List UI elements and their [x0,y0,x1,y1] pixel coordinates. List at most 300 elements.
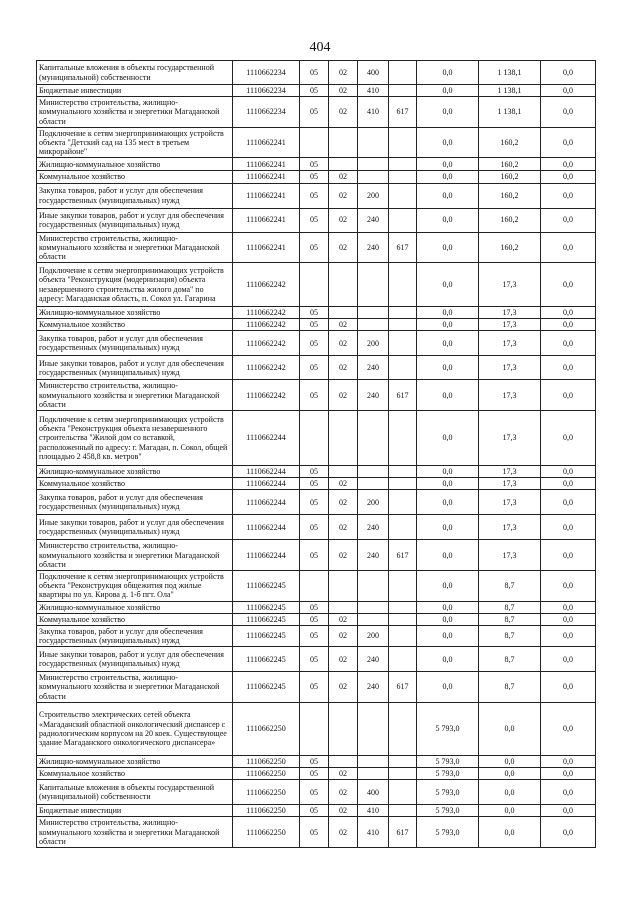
department-code-cell: 617 [389,232,417,263]
amount-col-3-cell: 0,0 [541,61,596,85]
target-code-cell: 1110662245 [233,570,300,601]
section-code-cell: 05 [300,780,329,805]
subsection-code-cell: 02 [329,805,358,817]
subsection-code-cell: 02 [329,331,358,356]
item-name-cell: Коммунальное хозяйство [37,613,233,625]
section-code-cell: 05 [300,208,329,232]
amount-col-1-cell: 5 793,0 [417,768,479,780]
department-code-cell: 617 [389,380,417,411]
section-code-cell: 05 [300,647,329,672]
amount-col-1-cell: 0,0 [417,158,479,171]
amount-col-2-cell: 17,3 [479,411,541,466]
expense-type-code-cell: 240 [358,356,389,380]
section-code-cell: 05 [300,61,329,85]
expense-type-code-cell: 200 [358,625,389,646]
department-code-cell [389,356,417,380]
table-row [37,755,596,767]
section-code-cell: 05 [300,768,329,780]
amount-col-2-cell: 1 138,1 [479,85,541,97]
amount-col-2-cell: 17,3 [479,380,541,411]
table-row [37,380,596,411]
amount-col-1-cell: 0,0 [417,85,479,97]
table-row [37,85,596,97]
department-code-cell [389,307,417,319]
table-row [37,158,596,171]
subsection-code-cell: 02 [329,356,358,380]
amount-col-3-cell: 0,0 [541,411,596,466]
table-body [37,61,596,848]
department-code-cell [389,805,417,817]
expense-type-code-cell [358,263,389,307]
target-code-cell: 1110662241 [233,127,300,158]
amount-col-3-cell: 0,0 [541,478,596,490]
section-code-cell: 05 [300,356,329,380]
table-row [37,647,596,672]
subsection-code-cell [329,755,358,767]
section-code-cell: 05 [300,466,329,478]
department-code-cell [389,647,417,672]
subsection-code-cell: 02 [329,768,358,780]
amount-col-3-cell: 0,0 [541,540,596,571]
amount-col-3-cell: 0,0 [541,319,596,331]
target-code-cell: 1110662245 [233,672,300,703]
expense-type-code-cell [358,411,389,466]
expense-type-code-cell: 200 [358,490,389,515]
amount-col-3-cell: 0,0 [541,817,596,848]
amount-col-1-cell: 0,0 [417,171,479,183]
expense-type-code-cell: 240 [358,380,389,411]
subsection-code-cell: 02 [329,515,358,540]
target-code-cell: 1110662245 [233,601,300,613]
amount-col-2-cell: 17,3 [479,515,541,540]
amount-col-2-cell: 17,3 [479,478,541,490]
table-row [37,768,596,780]
amount-col-1-cell: 0,0 [417,183,479,208]
department-code-cell [389,755,417,767]
section-code-cell [300,702,329,755]
department-code-cell [389,702,417,755]
target-code-cell: 1110662234 [233,61,300,85]
subsection-code-cell: 02 [329,613,358,625]
amount-col-2-cell: 17,3 [479,319,541,331]
amount-col-2-cell: 8,7 [479,613,541,625]
amount-col-3-cell: 0,0 [541,380,596,411]
target-code-cell: 1110662241 [233,183,300,208]
department-code-cell: 617 [389,97,417,128]
subsection-code-cell [329,570,358,601]
amount-col-2-cell: 0,0 [479,768,541,780]
expense-type-code-cell [358,127,389,158]
amount-col-1-cell: 0,0 [417,570,479,601]
amount-col-2-cell: 8,7 [479,601,541,613]
department-code-cell [389,780,417,805]
expense-type-code-cell [358,755,389,767]
table-row [37,780,596,805]
table-row [37,672,596,703]
amount-col-1-cell: 0,0 [417,208,479,232]
subsection-code-cell: 02 [329,780,358,805]
department-code-cell [389,768,417,780]
amount-col-2-cell: 0,0 [479,755,541,767]
amount-col-1-cell: 5 793,0 [417,755,479,767]
item-name-cell: Коммунальное хозяйство [37,768,233,780]
budget-table [36,60,596,848]
section-code-cell: 05 [300,319,329,331]
section-code-cell: 05 [300,478,329,490]
section-code-cell: 05 [300,97,329,128]
expense-type-code-cell [358,171,389,183]
expense-type-code-cell: 410 [358,805,389,817]
amount-col-2-cell: 0,0 [479,702,541,755]
table-row [37,540,596,571]
expense-type-code-cell [358,158,389,171]
expense-type-code-cell: 400 [358,780,389,805]
amount-col-2-cell: 17,3 [479,540,541,571]
amount-col-2-cell: 160,2 [479,183,541,208]
section-code-cell: 05 [300,805,329,817]
table-row [37,702,596,755]
expense-type-code-cell: 240 [358,647,389,672]
department-code-cell [389,183,417,208]
expense-type-code-cell: 240 [358,540,389,571]
subsection-code-cell: 02 [329,380,358,411]
department-code-cell [389,625,417,646]
amount-col-1-cell: 0,0 [417,232,479,263]
amount-col-3-cell: 0,0 [541,466,596,478]
item-name-cell: Иные закупки товаров, работ и услуг для обеспечения государственных (муниципальных) нужд [37,647,233,672]
section-code-cell: 05 [300,380,329,411]
item-name-cell: Закупка товаров, работ и услуг для обеспечения государственных (муниципальных) нужд [37,625,233,646]
amount-col-2-cell: 17,3 [479,331,541,356]
amount-col-2-cell: 160,2 [479,158,541,171]
amount-col-2-cell: 17,3 [479,356,541,380]
amount-col-1-cell: 5 793,0 [417,702,479,755]
amount-col-2-cell: 8,7 [479,570,541,601]
amount-col-3-cell: 0,0 [541,515,596,540]
subsection-code-cell [329,702,358,755]
amount-col-1-cell: 0,0 [417,411,479,466]
amount-col-3-cell: 0,0 [541,780,596,805]
amount-col-3-cell: 0,0 [541,158,596,171]
target-code-cell: 1110662250 [233,755,300,767]
expense-type-code-cell [358,768,389,780]
target-code-cell: 1110662245 [233,613,300,625]
subsection-code-cell: 02 [329,183,358,208]
amount-col-2-cell: 0,0 [479,780,541,805]
item-name-cell: Министерство строительства, жилищно-коммунального хозяйства и энергетики Магаданской области [37,380,233,411]
item-name-cell: Капитальные вложения в объекты государственной (муниципальной) собственности [37,780,233,805]
item-name-cell: Коммунальное хозяйство [37,319,233,331]
department-code-cell [389,208,417,232]
department-code-cell [389,490,417,515]
amount-col-2-cell: 1 138,1 [479,97,541,128]
section-code-cell: 05 [300,515,329,540]
subsection-code-cell: 02 [329,478,358,490]
department-code-cell: 617 [389,817,417,848]
amount-col-1-cell: 0,0 [417,478,479,490]
amount-col-1-cell: 0,0 [417,625,479,646]
table-row [37,307,596,319]
amount-col-1-cell: 0,0 [417,613,479,625]
item-name-cell: Коммунальное хозяйство [37,478,233,490]
item-name-cell: Иные закупки товаров, работ и услуг для обеспечения государственных (муниципальных) нужд [37,356,233,380]
subsection-code-cell [329,601,358,613]
subsection-code-cell: 02 [329,647,358,672]
target-code-cell: 1110662245 [233,647,300,672]
expense-type-code-cell: 240 [358,672,389,703]
target-code-cell: 1110662234 [233,85,300,97]
item-name-cell: Подключение к сетям энергопринимающих устройств объекта "Реконструкция (модернизация) объекта незавершенного строительства жилого дома" по адресу: Магаданская область, п. Сокол ул. Гагарина [37,263,233,307]
amount-col-1-cell: 0,0 [417,672,479,703]
section-code-cell: 05 [300,672,329,703]
department-code-cell [389,171,417,183]
table-row [37,183,596,208]
item-name-cell: Закупка товаров, работ и услуг для обеспечения государственных (муниципальных) нужд [37,183,233,208]
table-row [37,61,596,85]
item-name-cell: Министерство строительства, жилищно-коммунального хозяйства и энергетики Магаданской области [37,232,233,263]
amount-col-2-cell: 0,0 [479,805,541,817]
amount-col-1-cell: 0,0 [417,61,479,85]
subsection-code-cell [329,263,358,307]
department-code-cell [389,61,417,85]
table-row [37,127,596,158]
item-name-cell: Бюджетные инвестиции [37,85,233,97]
department-code-cell [389,466,417,478]
expense-type-code-cell: 410 [358,97,389,128]
amount-col-3-cell: 0,0 [541,331,596,356]
table-row [37,515,596,540]
item-name-cell: Министерство строительства, жилищно-коммунального хозяйства и энергетики Магаданской области [37,672,233,703]
amount-col-1-cell: 0,0 [417,331,479,356]
amount-col-1-cell: 0,0 [417,515,479,540]
target-code-cell: 1110662242 [233,263,300,307]
item-name-cell: Министерство строительства, жилищно-коммунального хозяйства и энергетики Магаданской области [37,540,233,571]
table-row [37,331,596,356]
expense-type-code-cell: 240 [358,515,389,540]
page-number: 404 [309,40,331,55]
amount-col-1-cell: 0,0 [417,356,479,380]
amount-col-1-cell: 0,0 [417,97,479,128]
amount-col-2-cell: 8,7 [479,625,541,646]
section-code-cell: 05 [300,490,329,515]
subsection-code-cell: 02 [329,319,358,331]
target-code-cell: 1110662244 [233,478,300,490]
section-code-cell [300,411,329,466]
department-code-cell [389,515,417,540]
amount-col-1-cell: 0,0 [417,466,479,478]
amount-col-3-cell: 0,0 [541,805,596,817]
amount-col-2-cell: 17,3 [479,466,541,478]
section-code-cell: 05 [300,625,329,646]
item-name-cell: Иные закупки товаров, работ и услуг для обеспечения государственных (муниципальных) нужд [37,208,233,232]
amount-col-3-cell: 0,0 [541,490,596,515]
amount-col-3-cell: 0,0 [541,601,596,613]
amount-col-3-cell: 0,0 [541,208,596,232]
amount-col-2-cell: 160,2 [479,127,541,158]
expense-type-code-cell [358,613,389,625]
amount-col-3-cell: 0,0 [541,307,596,319]
target-code-cell: 1110662244 [233,411,300,466]
table-row [37,625,596,646]
item-name-cell: Бюджетные инвестиции [37,805,233,817]
target-code-cell: 1110662250 [233,702,300,755]
section-code-cell: 05 [300,601,329,613]
amount-col-1-cell: 0,0 [417,490,479,515]
target-code-cell: 1110662250 [233,768,300,780]
target-code-cell: 1110662244 [233,515,300,540]
amount-col-2-cell: 17,3 [479,263,541,307]
amount-col-1-cell: 0,0 [417,263,479,307]
target-code-cell: 1110662242 [233,307,300,319]
amount-col-3-cell: 0,0 [541,613,596,625]
subsection-code-cell: 02 [329,672,358,703]
amount-col-3-cell: 0,0 [541,647,596,672]
item-name-cell: Закупка товаров, работ и услуг для обеспечения государственных (муниципальных) нужд [37,331,233,356]
amount-col-2-cell: 160,2 [479,171,541,183]
subsection-code-cell: 02 [329,171,358,183]
table-row [37,490,596,515]
amount-col-3-cell: 0,0 [541,570,596,601]
subsection-code-cell: 02 [329,208,358,232]
amount-col-3-cell: 0,0 [541,232,596,263]
target-code-cell: 1110662244 [233,490,300,515]
section-code-cell: 05 [300,613,329,625]
section-code-cell [300,127,329,158]
target-code-cell: 1110662242 [233,356,300,380]
amount-col-1-cell: 0,0 [417,647,479,672]
item-name-cell: Министерство строительства, жилищно-коммунального хозяйства и энергетики Магаданской области [37,97,233,128]
expense-type-code-cell [358,307,389,319]
subsection-code-cell [329,307,358,319]
item-name-cell: Строительство электрических сетей объекта «Магаданский областной онкологический диспансер с радиологическим корпусом на 20 коек. Существующее здание Магаданского онкологического диспансера» [37,702,233,755]
amount-col-2-cell: 1 138,1 [479,61,541,85]
amount-col-3-cell: 0,0 [541,127,596,158]
target-code-cell: 1110662244 [233,466,300,478]
target-code-cell: 1110662244 [233,540,300,571]
amount-col-3-cell: 0,0 [541,768,596,780]
amount-col-3-cell: 0,0 [541,183,596,208]
subsection-code-cell [329,466,358,478]
amount-col-3-cell: 0,0 [541,625,596,646]
table-row [37,356,596,380]
department-code-cell: 617 [389,672,417,703]
section-code-cell: 05 [300,232,329,263]
table-row [37,263,596,307]
section-code-cell: 05 [300,331,329,356]
item-name-cell: Коммунальное хозяйство [37,171,233,183]
amount-col-2-cell: 17,3 [479,307,541,319]
target-code-cell: 1110662242 [233,380,300,411]
table-row [37,613,596,625]
subsection-code-cell [329,158,358,171]
department-code-cell [389,570,417,601]
department-code-cell [389,478,417,490]
item-name-cell: Подключение к сетям энергопринимающих устройств объекта "Реконструкция общежития под жилые квартиры по ул. Кирова д. 1-б пгт. Ола" [37,570,233,601]
table-row [37,805,596,817]
section-code-cell: 05 [300,817,329,848]
target-code-cell: 1110662242 [233,319,300,331]
subsection-code-cell: 02 [329,625,358,646]
amount-col-1-cell: 5 793,0 [417,817,479,848]
subsection-code-cell: 02 [329,97,358,128]
target-code-cell: 1110662241 [233,208,300,232]
department-code-cell [389,85,417,97]
department-code-cell [389,263,417,307]
section-code-cell [300,263,329,307]
section-code-cell: 05 [300,158,329,171]
item-name-cell: Капитальные вложения в объекты государственной (муниципальной) собственности [37,61,233,85]
amount-col-2-cell: 160,2 [479,208,541,232]
table-row [37,411,596,466]
expense-type-code-cell: 240 [358,208,389,232]
section-code-cell: 05 [300,183,329,208]
department-code-cell [389,331,417,356]
expense-type-code-cell [358,702,389,755]
target-code-cell: 1110662241 [233,158,300,171]
table-row [37,478,596,490]
amount-col-1-cell: 0,0 [417,601,479,613]
expense-type-code-cell [358,466,389,478]
target-code-cell: 1110662250 [233,817,300,848]
amount-col-3-cell: 0,0 [541,356,596,380]
department-code-cell [389,613,417,625]
amount-col-2-cell: 0,0 [479,817,541,848]
subsection-code-cell: 02 [329,85,358,97]
section-code-cell: 05 [300,85,329,97]
amount-col-1-cell: 5 793,0 [417,780,479,805]
expense-type-code-cell [358,478,389,490]
table-row [37,570,596,601]
amount-col-3-cell: 0,0 [541,755,596,767]
department-code-cell [389,601,417,613]
target-code-cell: 1110662250 [233,780,300,805]
table-row [37,466,596,478]
section-code-cell [300,570,329,601]
amount-col-1-cell: 0,0 [417,540,479,571]
table-row [37,817,596,848]
expense-type-code-cell: 410 [358,85,389,97]
table-row [37,208,596,232]
item-name-cell: Закупка товаров, работ и услуг для обеспечения государственных (муниципальных) нужд [37,490,233,515]
section-code-cell: 05 [300,755,329,767]
subsection-code-cell: 02 [329,540,358,571]
amount-col-1-cell: 0,0 [417,127,479,158]
expense-type-code-cell [358,601,389,613]
target-code-cell: 1110662242 [233,331,300,356]
subsection-code-cell: 02 [329,490,358,515]
department-code-cell [389,411,417,466]
table-row [37,171,596,183]
expense-type-code-cell [358,319,389,331]
target-code-cell: 1110662241 [233,171,300,183]
subsection-code-cell [329,411,358,466]
amount-col-2-cell: 8,7 [479,672,541,703]
amount-col-1-cell: 0,0 [417,380,479,411]
amount-col-2-cell: 17,3 [479,490,541,515]
target-code-cell: 1110662241 [233,232,300,263]
amount-col-1-cell: 0,0 [417,307,479,319]
department-code-cell: 617 [389,540,417,571]
amount-col-1-cell: 0,0 [417,319,479,331]
expense-type-code-cell: 200 [358,331,389,356]
section-code-cell: 05 [300,307,329,319]
table-row [37,232,596,263]
amount-col-1-cell: 5 793,0 [417,805,479,817]
amount-col-3-cell: 0,0 [541,263,596,307]
item-name-cell: Жилищно-коммунальное хозяйство [37,601,233,613]
expense-type-code-cell: 400 [358,61,389,85]
target-code-cell: 1110662234 [233,97,300,128]
